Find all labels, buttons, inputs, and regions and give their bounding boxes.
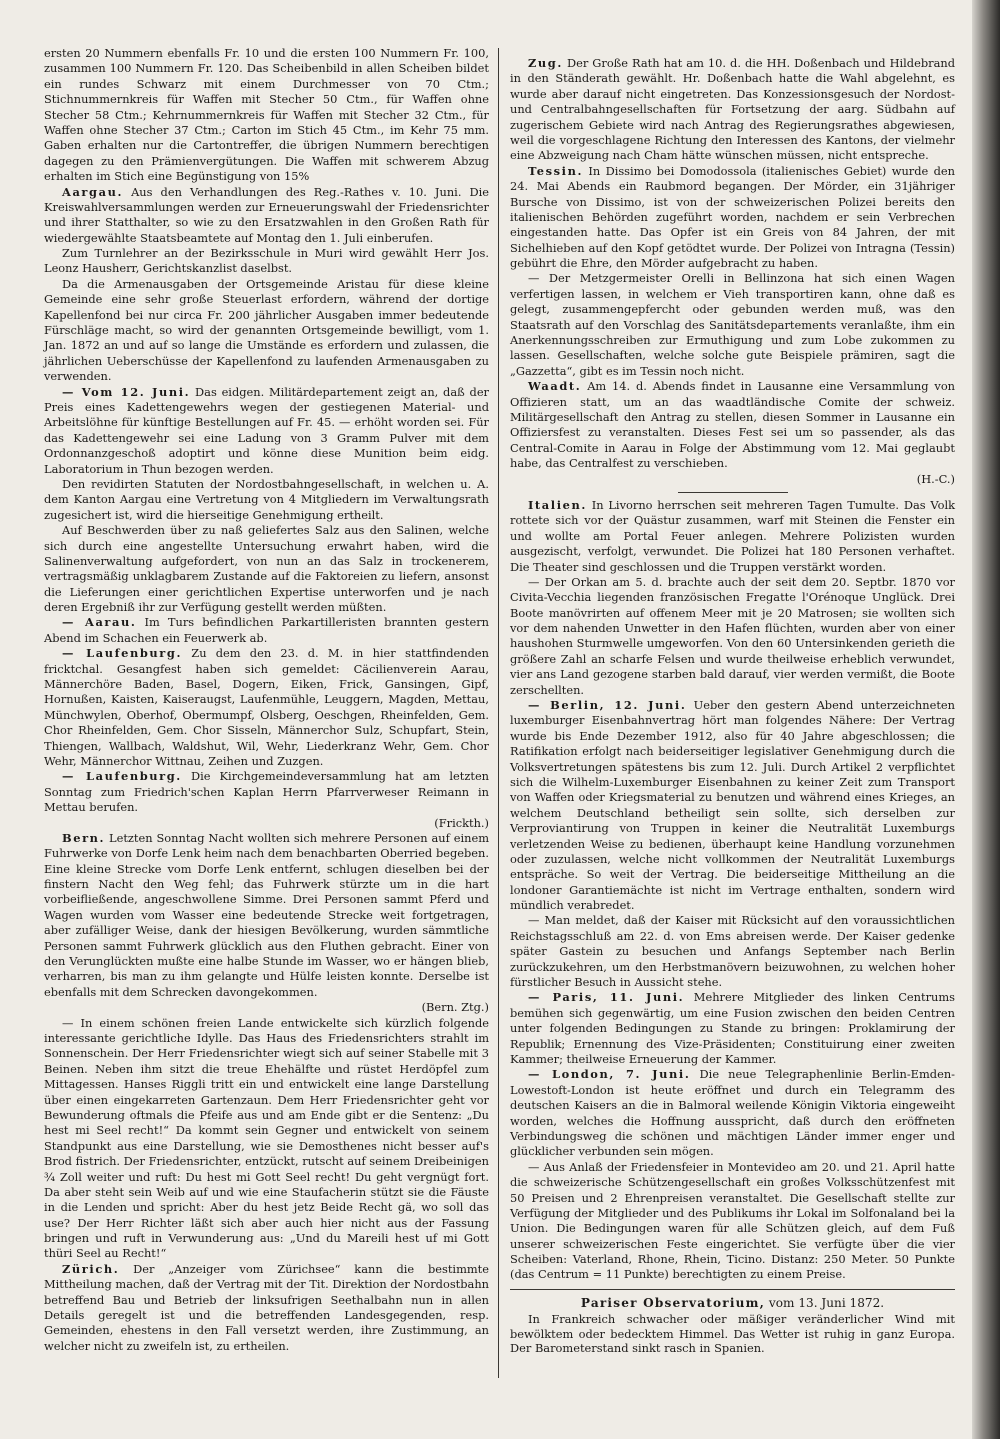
article-paragraph [44,46,489,185]
article-paragraph [510,698,955,913]
right-column [510,56,955,1356]
article-text: — Man meldet, daß der Kaiser mit Rücksicht auf den voraussichtlichen Reichstagsschluß am 22. d. von Ems abreisen werde. Der Kaiser gedenke später Gastein zu besuchen und Anfangs September nach Berlin zurückzukehren, um den Herbstmanövern beizuwohnen, zu welchen hoher fürstlicher Besuch in Aussicht stehe. [510,913,955,990]
article-text: Letzten Sonntag Nacht wollten sich mehrere Personen auf einem Fuhrwerke von Dorfe Lenk heim nach dem benachbarten Oberried begeben. Eine kleine Strecke vom Dorfe Lenk entfernt, schlugen dieselben bei der finstern Nacht den Weg fehl; das Fuhrwerk stürzte um in die hart vorbeifließende, angeschwollene Simme. Drei Personen sammt Pferd und Wagen wurden vom Wasser eine bedeutende Strecke weit fortgetragen, aber zufälliger Weise, dank der hiesigen Bevölkerung, wurden sämmtliche Personen sammt Fuhrwerk glücklich aus den Fluthen gebracht. Einer von den Verunglückten mußte eine halbe Stunde im Wasser, wo er hängen blieb, verharren, bis man zu ihm gelangte und Hülfe leisten konnte. Derselbe ist ebenfalls mit dem Schrecken davongekommen. [44,830,490,999]
article-dateline: — London, 7. Juni. [528,1067,691,1082]
article-paragraph [510,575,955,698]
source-attribution: (H.-C.) [916,471,955,486]
article-text: Am 14. d. Abends findet in Lausanne eine Versammlung von Offizieren statt, um an das waadtländische Comite der schweiz. Militärgesellschaft den Antrag zu stellen, diesen Sommer in Lausanne ein Offiziersfest zu veranstalten. Dieses Fest sei um so passender, als das Central-Comite in Aarau in Folge der Abstimmung vom 12. Mai geglaubt habe, das Centralfest zu verschieben. [510,379,956,471]
article-dateline: — Vom 12. Juni. [62,384,191,399]
observatory-report: In Frankreich schwacher oder mäßiger veränderlicher Wind mit bewölktem oder bedecktem Himmel. Das Wetter ist ruhig in ganz Europa. Der Barometerstand sinkt rasch in Spanien. [510,1312,955,1356]
article-text: In Livorno herrschen seit mehreren Tagen Tumulte. Das Volk rottete sich vor der Quästur zusammen, warf mit Steinen die Fenster ein und wollte am Portal Feuer anlegen. Mehrere Polizisten wurden ausgezischt, verfolgt, verwundet. Die Polizei hat 180 Personen verhaftet. Die Theater sind geschlossen und die Truppen verstärkt worden. [510,497,955,574]
article-paragraph [44,277,489,385]
article-paragraph [510,498,955,575]
article-text: Da die Armenausgaben der Ortsgemeinde Aristau für diese kleine Gemeinde eine sehr große Steuerlast erfordern, während der dortige Kapellenfond bei nur circa Fr. 200 jährlicher Ausgaben immer bedeutende Fürschläge macht, so wird der genannten Ortsgemeinde bewilligt, vom 1. Jan. 1872 an und auf so lange die Umstände es erfordern und zulassen, die jährlichen Ueberschüsse der Kapellenfond zu laufenden Armenausgaben zu verwenden. [44,276,489,384]
article-paragraph [510,913,955,990]
article-text: Der „Anzeiger vom Zürichsee“ kann die bestimmte Mittheilung machen, daß der Vertrag mit der Tit. Direktion der Nordostbahn betreffend Bau und Betrieb der linksufrigen Seethalbahn nun in allen Details geregelt ist und die betreffenden Landesgegenden, resp. Gemeinden, ehestens in den Fall versetzt werden, ihre Zustimmung, an welcher nicht zu zweifeln ist, zu ertheilen. [44,1261,489,1353]
article-paragraph [44,646,489,769]
article-dateline: Zürich. [62,1261,120,1276]
article-paragraph [44,523,489,615]
article-paragraph [510,990,955,1067]
column-divider [498,48,499,1378]
article-text: — Der Metzgermeister Orelli in Bellinzona hat sich einen Wagen verfertigen lassen, in welchem er Vieh transportiren kann, ohne daß es gelegt, zusammengepfercht oder gebunden werden muß, was den Staatsrath auf den Vorschlag des Sanitätsdepartements veranlaßte, ihm ein Anerkennungsschreiben zur Ermuthigung und zum Lobe zukommen zu lassen. Gesellschaften, welche solche gute Beispiele prämiren, sagt die „Gazzetta“, gibt es im Tessin noch nicht. [510,271,955,378]
article-text: Zu dem den 23. d. M. in hier stattfindenden fricktchal. Gesangfest haben sich gemeldet: Cäcilienverein Aarau, Männerchöre Baden, Basel, Dogern, Eiken, Frick, Gansingen, Gipf, Hornußen, Kaisten, Kaiseraugst, Laufenmühle, Leuggern, Magden, Mettau, Münchwylen, Oberhof, Obermumpf, Olsberg, Oeschgen, Rheinfelden, Gem. Chor Rheinfelden, Gem. Chor Sisseln, Männerchor Sulz, Schupfart, Stein, Thiengen, Wallbach, Waldshut, Wil, Wehr, Liederkranz Wehr, Gem. Chor Wehr, Männerchor Wittnau, Zeihen und Zuzgen. [44,646,490,768]
article-text: Die Kirchgemeindeversammlung hat am letzten Sonntag zum Friedrich'schen Kaplan Herrn Pfarrverweser Reimann in Mettau berufen. [44,769,490,815]
article-dateline: — Aarau. [62,615,137,630]
article-paragraph [510,1160,955,1283]
article-dateline: Zug. [528,56,563,70]
article-dateline: Waadt. [528,379,582,394]
article-text: Aus den Verhandlungen des Reg.-Rathes v. 10. Juni. Die Kreiswahlversammlungen werden zur Erneuerungswahl der Friedensrichter und ihrer Statthalter, so wie zu den Ersatzwahlen in den Großen Rath für wiedergewählte Staatsbeamtete auf Montag den 1. Juli einberufen. [44,184,490,245]
article-text: In Dissimo bei Domodossola (italienisches Gebiet) wurde den 24. Mai Abends ein Raubmord begangen. Der Mörder, ein 31jähriger Bursche von Dissimo, ist von der schweizerischen Polizei bereits den italienischen Behörden zugeführt worden, nachdem er sein Verbrechen eingestanden hatte. Das Opfer ist ein Greis von 84 Jahren, der mit Sichelhieben auf den Kopf getödtet wurde. Der Polizei von Intragna (Tessin) gebührt die Ehre, den Mörder aufgebracht zu haben. [510,163,955,271]
observatory-title: Pariser Observatorium, [580,1295,766,1310]
scan-edge [972,0,1000,1439]
article-text: ersten 20 Nummern ebenfalls Fr. 10 und die ersten 100 Nummern Fr. 100, zusammen 100 Nummern Fr. 120. Das Scheibenbild in allen Scheiben bildet ein rundes Schwarz mit einem Durchmesser von 70 Ctm.; Stichnummernkreis für Waffen mit Stecher 50 Ctm., für Waffen ohne Stecher 58 Ctm.; Kehrnummernkreis für Waffen mit Stecher 32 Ctm., für Waffen ohne Stecher 37 Ctm.; Carton im Stich 45 Ctm., im Kehr 75 mm. Gaben erhalten nur die Cartontreffer, die übrigen Nummern berechtigen dagegen zu den Prämienvergütungen. Die Waffen mit schwerem Abzug erhalten im Stich eine Begünstigung von 15% [44,46,489,184]
article-dateline: Tessin. [528,163,584,178]
article-paragraph [510,271,955,379]
article-paragraph [44,615,489,646]
article-text: Im Turs befindlichen Parkartilleristen brannten gestern Abend im Schachen ein Feuerwerk ab. [44,615,489,645]
article-paragraph [510,56,955,164]
article-text: Mehrere Mitglieder des linken Centrums bemühen sich gegenwärtig, um eine Fusion zwischen den beiden Centren unter folgenden Bedingungen zu Stande zu bringen: Proklamirung der Republik; Ernennung des Vize-Präsidenten; Constituirung einer zweiten Kammer; theilweise Erneuerung der Kammer. [510,990,956,1066]
article-text: — Der Orkan am 5. d. brachte auch der seit dem 20. Septbr. 1870 vor Civita-Vecchia liegenden französischen Fregatte l'Orénoque Unglück. Drei Boote manövrirten auf offenem Meer mit je 20 Matrosen; sie wollten sich vor dem nahenden Unwetter in den Hafen flüchten, wurden aber von einer haushohen Sturmwelle umgeworfen. Von den 60 Untersinkenden gerieth die größere Zahl an scharfe Felsen und wurde theilweise erheblich verwundet, vier ans Land gezogene starben bald darauf, vier werden vermißt, die Boote zerschellten. [510,574,955,697]
article-dateline: Bern. [62,830,106,845]
article-dateline: — Paris, 11. Juni. [528,990,685,1005]
article-dateline: Aargau. [62,184,124,199]
article-text: Der Große Rath hat am 10. d. die HH. Doßenbach und Hildebrand in den Ständerath gewählt. Hr. Doßenbach hatte die Wahl abgelehnt, es wurde aber darauf nicht eingetreten. Das Konzessionsgesuch der Nordost- und Centralbahngesellschaften für Fortsetzung der aarg. Südbahn auf zugerischem Gebiete wird nach Antrag des Regierungsrathes abgewiesen, weil die vorgeschlagene Richtung den Interessen des Kantons, der vielmehr eine Abzweigung nach Cham hätte wünschen müssen, nicht entspreche. [510,56,955,163]
article-paragraph [510,379,955,487]
article-paragraph [44,769,489,831]
article-text: Auf Beschwerden über zu naß geliefertes Salz aus den Salinen, welche sich durch eine angestellte Untersuchung erwahrt haben, wird die Salinenverwaltung aufgefordert, von nun an das Salz in trockenerem, vertragsmäßig unklagbarem Zustande auf die Faktoreien zu liefern, ansonst die Lieferungen einer gerichtlichen Expertise unterworfen und je nach deren Ergebniß ihr zur Verfügung gestellt werden müßten. [44,523,489,615]
article-text: Den revidirten Statuten der Nordostbahngesellschaft, in welchen u. A. dem Kanton Aargau eine Vertretung von 4 Mitgliedern im Verwaltungsrath zugesichert ist, wird die hierseitige Genehmigung ertheilt. [44,476,489,522]
observatory-date: vom 13. Juni 1872. [765,1295,885,1310]
article-paragraph [44,831,489,1016]
article-paragraph [44,477,489,523]
observatory-heading [510,1296,955,1311]
source-attribution: (Frickth.) [434,815,489,830]
article-paragraph [44,185,489,247]
article-paragraph [510,164,955,272]
article-text: Ueber den gestern Abend unterzeichneten luxemburger Eisenbahnvertrag hört man folgendes Nähere: Der Vertrag wurde bis Ende Dezember 1912, also für 40 Jahre abgeschlossen; die Ratifikation erfolgt nach beiderseitiger legislativer Genehmigung durch die Volksvertretungen spätestens bis zum 12. Juli. Durch Artikel 2 verpflichtet sich die Wilhelm-Luxemburger Eisenbahnen zu keiner Zeit zum Transport von Waffen oder Kriegsmaterial zu benutzen und während eines Krieges, an welchem Deutschland betheiligt sein sollte, sich derselben zur Verproviantirung von Truppen in keiner die Neutralität Luxemburgs verletzenden Weise zu bedienen, überhaupt keine Handlung vorzunehmen oder zuzulassen, welche nicht vollkommen der Neutralität Luxemburgs entspräche. So weit der Vertrag. Die beiderseitige Mittheilung an die londoner Garantiemächte ist nicht im Vertrage enthalten, sondern wird mündlich verabredet. [510,698,955,913]
article-paragraph [44,1016,489,1262]
article-dateline: — Laufenburg. [62,646,183,661]
article-paragraph [44,1262,489,1354]
article-text: Die neue Telegraphenlinie Berlin-Emden-Lowestoft-London ist heute eröffnet und durch ein Telegramm des deutschen Kaisers an die in Balmoral weilende Königin Viktoria eingeweiht worden, welches die Hoffnung ausspricht, daß durch den eröffneten Verbindungsweg die schönen und mächtigen Länder immer enger und glücklicher verbunden sein mögen. [510,1067,956,1159]
observatory-rule [510,1289,955,1290]
article-text: — Aus Anlaß der Friedensfeier in Montevideo am 20. und 21. April hatte die schweizerische Schützengesellschaft ein großes Volksschützenfest mit 50 Preisen und 2 Ehrenpreisen veranstaltet. Die Gesellschaft stellte zur Verfügung der Mitglieder und des Publikums ihr Lokal im Solfonaland bei la Union. Die Bedingungen waren für alle Schützen gleich, auf dem Fuß unserer schweizerischen Feste eingerichtet. Sie verfügte über die vier Scheiben: Vaterland, Rhone, Rhein, Ticino. Distanz: 250 Meter. 50 Punkte (das Centrum = 11 Punkte) berechtigten zu einem Preise. [510,1159,955,1282]
article-dateline: — Berlin, 12. Juni. [528,698,687,713]
article-text: — In einem schönen freien Lande entwickelte sich kürzlich folgende interessante gerichtliche Idylle. Das Haus des Friedensrichters strahlt im Sonnenschein. Der Herr Friedensrichter wiegt sich auf seiner Stabelle mit 3 Beinen. Neben ihm sitzt die treue Ehehälfte und rüstet Herdöpfel zum Mittagessen. Hanses Riggli tritt ein und entwickelt eine lange Darstellung über einen eingekarreten Gartenzaun. Dem Herr Friedensrichter geht vor Bewunderung oftmals die Pfeife aus und am Ende gibt er die Sentenz: „Du hest mi Seel recht!“ Da kommt sein Gegner und entwickelt von seinem Standpunkt aus eine Darstellung, wie sie Demosthenes nicht besser auf's Brod fistrich. Der Friedensrichter, entzückt, rutscht auf seinem Dreibeinigen ¾ Zoll weiter und ruft: Du hest mi Gott Seel recht! Du geht vergnügt fort. Da aber steht sein Weib auf und wie eine Staufacherin stützt sie die Fäuste in die Lenden und spricht: Aber du hest jetz Beide Recht gä, wo soll das use? Der Herr Richter läßt sich aber auch hier nicht aus der Fassung bringen und ruft in Verwunderung aus: „Und du Mareili hest uf mi Gott thüri Seel au Recht!“ [44,1015,489,1261]
left-column [44,46,489,1354]
source-attribution: (Bern. Ztg.) [421,1000,489,1015]
article-paragraph [510,1067,955,1159]
article-dateline: Italien. [528,497,587,512]
article-text: Das eidgen. Militärdepartement zeigt an, daß der Preis eines Kadettengewehrs wegen der gestiegenen Material- und Arbeitslöhne für künftige Bestellungen auf Fr. 45. — erhöht worden sei. Für das Kadettengewehr sei eine Ladung von 3 Gramm Pulver mit dem Ordonnanzgeschoß adoptirt und könne diese Munition beim eidg. Laboratorium in Thun bezogen werden. [44,384,489,476]
section-rule [678,492,788,493]
article-paragraph [44,246,489,277]
article-paragraph [44,385,489,477]
article-dateline: — Laufenburg. [62,769,182,784]
article-text: Zum Turnlehrer an der Bezirksschule in Muri wird gewählt Herr Jos. Leonz Hausherr, Gerichtskanzlist daselbst. [44,246,489,276]
